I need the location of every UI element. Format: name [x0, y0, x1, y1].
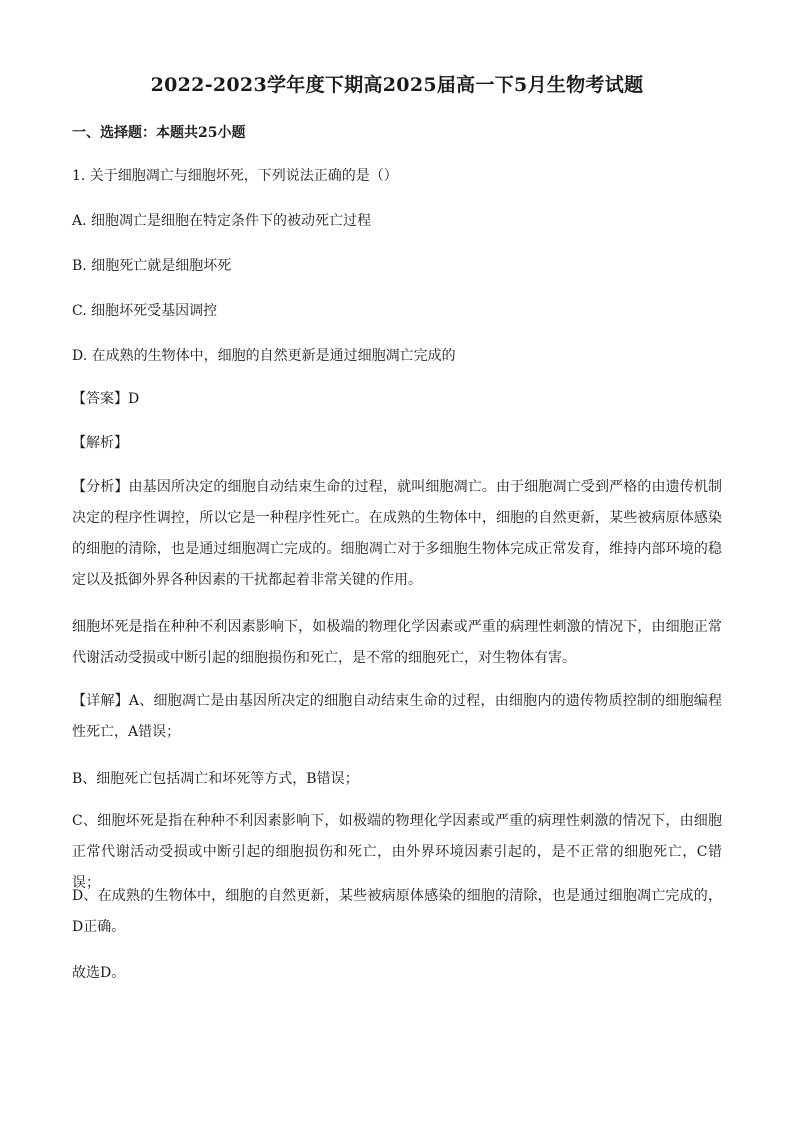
xiangjie-a-text: A、细胞凋亡是由基因所决定的细胞自动结束生命的过程，由细胞内的遗传物质控制的细胞编程性死亡，A错误； [72, 693, 723, 740]
analysis-label: 【解析】 [72, 435, 128, 451]
detail-paragraph-d: D、在成熟的生物体中，细胞的自然更新，某些被病原体感染的细胞的清除，也是通过细胞凋亡完成的，D正确。 [72, 888, 722, 935]
answer-value: D [128, 391, 140, 407]
option-c: C. 细胞坏死受基因调控 [72, 303, 218, 319]
xiangjie-label: 【详解】 [72, 693, 129, 709]
option-b: B. 细胞死亡就是细胞坏死 [72, 258, 232, 274]
conclusion: 故选D。 [72, 965, 126, 981]
necrosis-paragraph: 细胞坏死是指在种种不利因素影响下，如极端的物理化学因素或严重的病理性刺激的情况下，由细胞正常代谢活动受损或中断引起的细胞损伤和死亡，是不常的细胞死亡，对生物体有害。 [72, 619, 722, 666]
analysis-paragraph [72, 472, 722, 596]
answer-label: 【答案】 [72, 391, 128, 407]
answer-line [72, 388, 139, 408]
detail-paragraph-b: B、细胞死亡包括凋亡和坏死等方式，B错误； [72, 771, 359, 787]
fenxi-text: 由基因所决定的细胞自动结束生命的过程，就叫细胞凋亡。由于细胞凋亡受到严格的由遗传机制决定的程序性调控，所以它是一种程序性死亡。在成熟的生物体中，细胞的自然更新，某些被病原体感染的细胞的清除，也是通过细胞凋亡完成的。细胞凋亡对于多细胞生物体完成正常发育，维持内部环境的稳定以及抵御外界各种因素的干扰都起着非常关键的作用。 [72, 479, 723, 588]
detail-paragraph-a [72, 686, 722, 748]
page-title: 2022-2023学年度下期高2025届高一下5月生物考试题 [150, 74, 644, 96]
detail-paragraph-c: C、细胞坏死是指在种种不利因素影响下，如极端的物理化学因素或严重的病理性刺激的情况下，由细胞正常代谢活动受损或中断引起的细胞损伤和死亡，由外界环境因素引起的，是不正常的细胞死亡，C错误； [72, 813, 722, 891]
option-a: A. 细胞凋亡是细胞在特定条件下的被动死亡过程 [72, 213, 372, 229]
question-stem: 1. 关于细胞凋亡与细胞坏死，下列说法正确的是（） [72, 168, 398, 184]
option-d: D. 在成熟的生物体中，细胞的自然更新是通过细胞凋亡完成的 [72, 348, 456, 364]
section-heading: 一、选择题：本题共25小题 [72, 125, 246, 141]
fenxi-label: 【分析】 [72, 479, 129, 495]
